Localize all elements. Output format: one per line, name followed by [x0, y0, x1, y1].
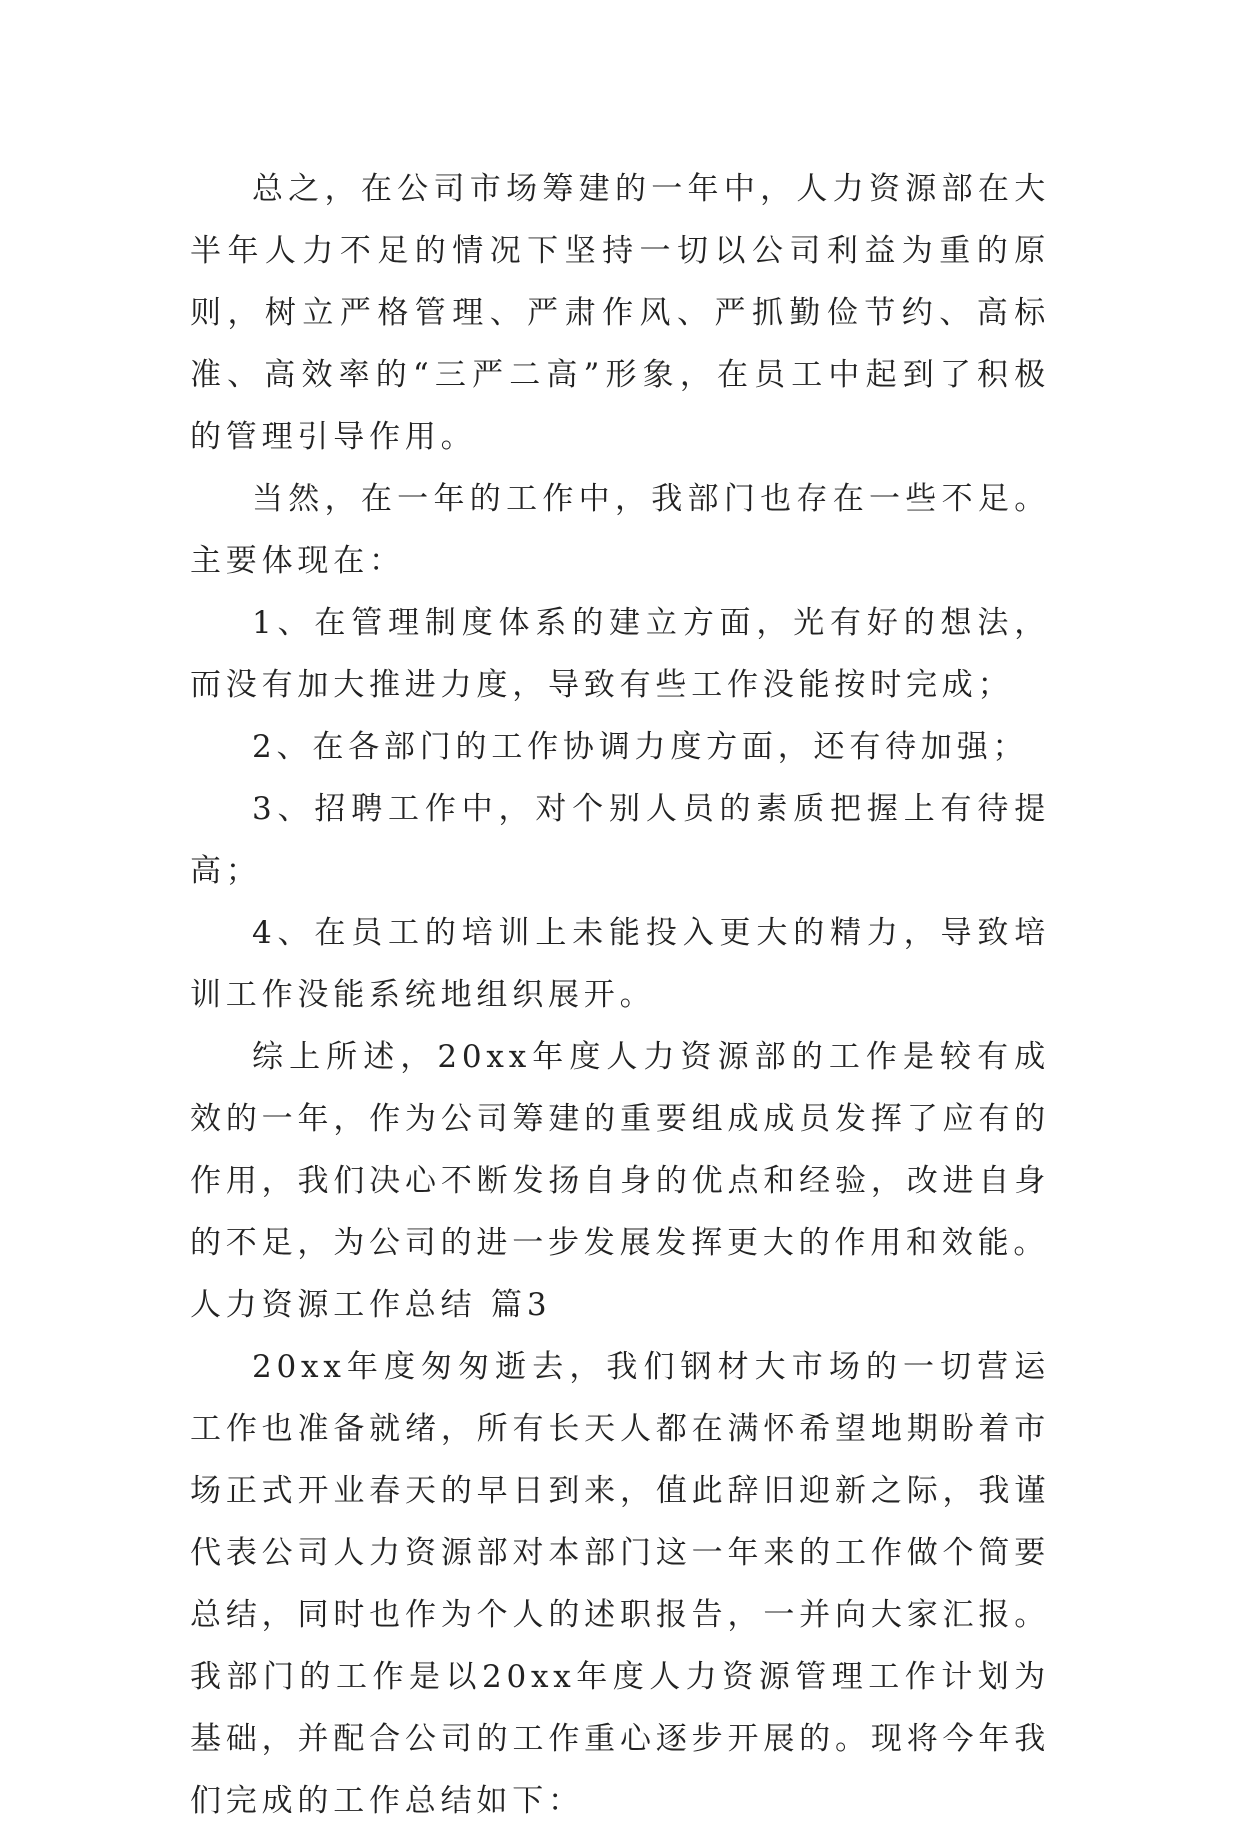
paragraph-conclusion: 综上所述，20xx年度人力资源部的工作是较有成效的一年，作为公司筹建的重要组成成员发挥了应有的作用，我们决心不断发扬自身的优点和经验，改进自身的不足，为公司的进一步发展发挥更大的作用和效能。: [190, 1039, 1050, 1261]
paragraph-summary: 总之，在公司市场筹建的一年中，人力资源部在大半年人力不足的情况下坚持一切以公司利益为重的原则，树立严格管理、严肃作风、严抓勤俭节约、高标准、高效率的“三严二高”形象，在员工中起到了积极的管理引导作用。: [190, 171, 1050, 455]
paragraph-shortcomings-intro: 当然，在一年的工作中，我部门也存在一些不足。主要体现在：: [190, 481, 1050, 579]
paragraph-item-3: 3、招聘工作中，对个别人员的素质把握上有待提高；: [190, 791, 1050, 889]
paragraph-item-1: 1、在管理制度体系的建立方面，光有好的想法，而没有加大推进力度，导致有些工作没能按时完成；: [190, 605, 1050, 703]
paragraph-item-4: 4、在员工的培训上未能投入更大的精力，导致培训工作没能系统地组织展开。: [190, 915, 1050, 1013]
paragraph-section3-intro: 20xx年度匆匆逝去，我们钢材大市场的一切营运工作也准备就绪，所有长天人都在满怀希望地期盼着市场正式开业春天的早日到来，值此辞旧迎新之际，我谨代表公司人力资源部对本部门这一年来的工作做个简要总结，同时也作为个人的述职报告，一并向大家汇报。 我部门的工作是以20xx年度人力资源管理工作计划为基础，并配合公司的工作重心逐步开展的。现将今年我们完成的工作总结如下：: [190, 1349, 1050, 1819]
paragraph-item-2: 2、在各部门的工作协调力度方面，还有待加强；: [252, 729, 1029, 765]
section-heading: 人力资源工作总结 篇3: [190, 1287, 552, 1323]
document-body: [190, 158, 1050, 1832]
